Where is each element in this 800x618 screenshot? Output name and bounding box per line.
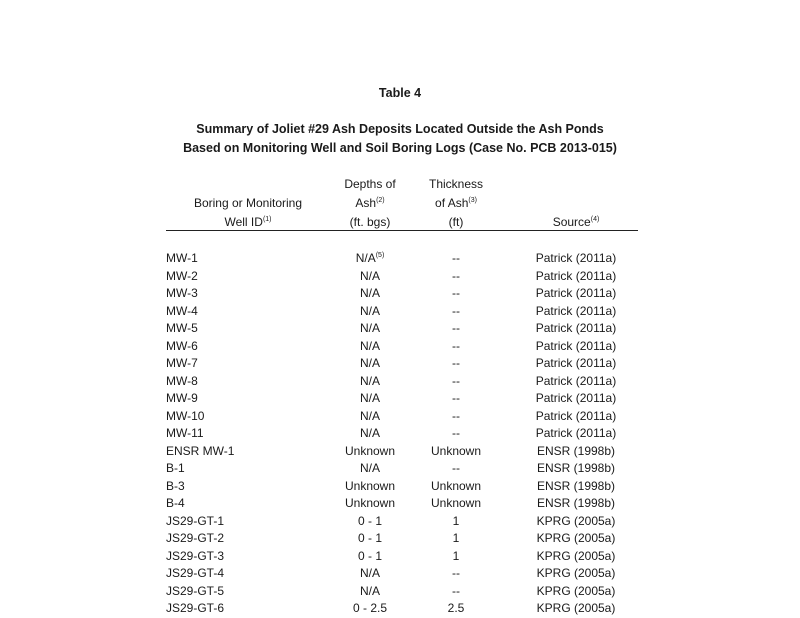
header-well-id-line-1: Boring or Monitoring: [193, 196, 303, 210]
table-row: [0, 600, 800, 618]
cell-depth: Unknown: [344, 478, 396, 493]
cell-well-id: MW-8: [166, 373, 198, 388]
table-row: [0, 530, 800, 548]
table-row: [0, 565, 800, 583]
cell-thickness: --: [452, 268, 460, 283]
cell-depth: N/A: [359, 286, 380, 300]
footnote-ref-3: (3): [468, 197, 477, 204]
table-row: [0, 460, 800, 478]
cell-source: Patrick (2011a): [535, 286, 617, 300]
cell-well-id: MW-6: [166, 338, 198, 353]
cell-depth: N/A: [359, 583, 380, 598]
cell-depth: Unknown: [344, 443, 396, 458]
cell-well-id: B-1: [166, 461, 185, 475]
cell-depth: 0 - 2.5: [352, 601, 388, 615]
cell-source: Patrick (2011a): [535, 408, 617, 423]
cell-source: KPRG (2005a): [536, 531, 616, 545]
header-thickness: [418, 175, 494, 232]
table-row: [0, 303, 800, 321]
table-row: [0, 548, 800, 566]
cell-thickness: --: [452, 373, 460, 388]
table-caption-line-1: Summary of Joliet #29 Ash Deposits Located Outside the Ash Ponds: [196, 122, 604, 136]
cell-source: ENSR (1998b): [536, 443, 616, 458]
header-well-id-line-2: Well ID$^{(1)}$: [224, 215, 272, 229]
cell-well-id: MW-1: [166, 251, 198, 265]
cell-depth: N/A: [359, 426, 380, 440]
cell-depth: 0 - 1: [357, 513, 382, 528]
cell-well-id: MW-5: [166, 321, 198, 335]
cell-depth: 0 - 1: [357, 548, 382, 563]
cell-source: Patrick (2011a): [535, 268, 617, 283]
table-row: [0, 478, 800, 496]
table-row: [0, 355, 800, 373]
cell-source: Patrick (2011a): [535, 321, 617, 335]
cell-well-id: MW-10: [166, 408, 205, 423]
cell-depth: N/A: [359, 566, 380, 580]
cell-thickness: 1: [452, 548, 460, 563]
cell-source: Patrick (2011a): [535, 356, 617, 370]
cell-thickness: --: [452, 356, 460, 370]
cell-well-id: JS29-GT-4: [166, 566, 225, 580]
cell-well-id: MW-7: [166, 356, 198, 370]
footnote-ref-5: (5): [375, 252, 385, 259]
table-row: [0, 513, 800, 531]
cell-well-id: JS29-GT-5: [166, 583, 225, 598]
table-row: [0, 373, 800, 391]
cell-thickness: Unknown: [430, 478, 482, 493]
table-row: [0, 425, 800, 443]
cell-thickness: --: [452, 321, 460, 335]
header-depth-line-3: (ft. bgs): [349, 215, 391, 229]
cell-source: Patrick (2011a): [535, 391, 617, 405]
cell-thickness: --: [452, 583, 460, 598]
cell-source: KPRG (2005a): [536, 583, 616, 598]
cell-source: KPRG (2005a): [536, 566, 616, 580]
cell-thickness: --: [452, 408, 460, 423]
cell-well-id: MW-2: [166, 268, 198, 283]
cell-source: ENSR (1998b): [536, 478, 616, 493]
cell-depth: N/A: [359, 321, 380, 335]
header-well-id: [166, 194, 330, 232]
cell-well-id: MW-4: [166, 303, 198, 318]
cell-source: ENSR (1998b): [536, 461, 616, 475]
cell-thickness: --: [452, 461, 460, 475]
cell-depth: N/A: [359, 303, 380, 318]
footnote-ref-2: (2): [376, 197, 385, 204]
cell-source: KPRG (2005a): [536, 548, 616, 563]
header-source: Source$^{(4)}$: [552, 215, 600, 229]
cell-source: Patrick (2011a): [535, 338, 617, 353]
cell-thickness: --: [452, 286, 460, 300]
table-row: [0, 338, 800, 356]
table-row: [0, 320, 800, 338]
table-row: [0, 495, 800, 513]
table-caption-line-2: Based on Monitoring Well and Soil Boring Logs (Case No. PCB 2013-015): [183, 141, 617, 155]
footnote-ref-1: (1): [262, 216, 272, 223]
cell-source: Patrick (2011a): [535, 303, 617, 318]
cell-source: ENSR (1998b): [536, 496, 616, 510]
table-row: [0, 408, 800, 426]
table-row: [0, 285, 800, 303]
cell-thickness: Unknown: [430, 496, 482, 510]
table-row: [0, 583, 800, 601]
cell-well-id: MW-3: [166, 286, 198, 300]
table-number: Table 4: [378, 86, 422, 100]
cell-depth: N/A: [359, 391, 380, 405]
cell-source: KPRG (2005a): [536, 513, 616, 528]
cell-depth: N/A: [359, 356, 380, 370]
cell-thickness: Unknown: [430, 443, 482, 458]
cell-depth: N/A: [359, 461, 380, 475]
cell-well-id: B-3: [166, 478, 185, 493]
table-row: [0, 250, 800, 268]
cell-thickness: --: [452, 391, 460, 405]
table-row: [0, 268, 800, 286]
header-depth-line-1: Depths of: [344, 177, 396, 191]
header-divider: [166, 230, 638, 231]
header-thickness-line-1: Thickness: [428, 177, 484, 191]
cell-depth: Unknown: [344, 496, 396, 510]
cell-depth: N/A: [359, 268, 380, 283]
cell-depth: 0 - 1: [357, 531, 382, 545]
cell-well-id: MW-9: [166, 391, 198, 405]
footnote-ref-4: (4): [590, 216, 600, 223]
table-body: [0, 250, 800, 618]
cell-source: Patrick (2011a): [535, 251, 617, 265]
cell-source: KPRG (2005a): [536, 601, 616, 615]
cell-well-id: MW-11: [166, 426, 204, 440]
header-thickness-line-2: of Ash$^{(3)}$: [435, 196, 477, 210]
cell-well-id: B-4: [166, 496, 185, 510]
header-depth: [330, 175, 410, 232]
cell-thickness: --: [452, 338, 460, 353]
cell-depth: N/A: [359, 338, 380, 353]
cell-well-id: JS29-GT-1: [166, 513, 225, 528]
cell-thickness: --: [452, 251, 460, 265]
cell-thickness: 1: [452, 513, 460, 528]
cell-well-id: ENSR MW-1: [166, 443, 235, 458]
cell-thickness: --: [452, 303, 460, 318]
cell-thickness: --: [452, 426, 460, 440]
cell-thickness: --: [452, 566, 460, 580]
header-thickness-line-3: (ft): [448, 215, 464, 229]
cell-source: Patrick (2011a): [535, 373, 617, 388]
cell-depth: N/A: [359, 408, 380, 423]
cell-source: Patrick (2011a): [535, 426, 617, 440]
cell-well-id: JS29-GT-3: [166, 548, 225, 563]
cell-thickness: 2.5: [447, 601, 465, 615]
table-row: [0, 390, 800, 408]
cell-thickness: 1: [452, 531, 460, 545]
table-row: [0, 443, 800, 461]
cell-depth: N/A: [359, 373, 380, 388]
cell-depth: $N/A^{(5)}$: [355, 251, 385, 265]
cell-well-id: JS29-GT-2: [166, 531, 225, 545]
cell-well-id: JS29-GT-6: [166, 601, 225, 615]
header-depth-line-2: Ash$^{(2)}$: [355, 196, 385, 210]
